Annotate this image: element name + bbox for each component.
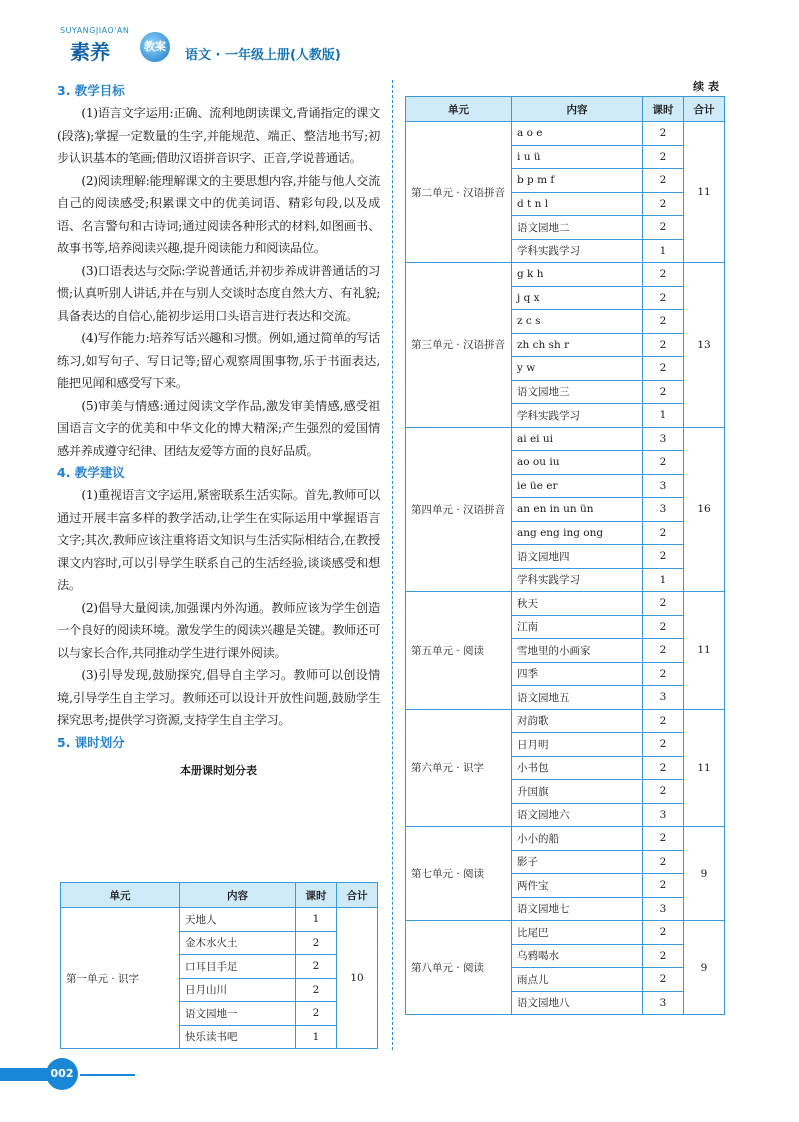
hours-cell: 2 [643, 333, 684, 357]
content-cell: 乌鸦喝水 [512, 944, 643, 968]
content-cell: ao ou iu [512, 451, 643, 475]
content-cell: 两件宝 [512, 874, 643, 898]
unit-cell: 第五单元 · 阅读 [406, 592, 512, 710]
table-row [406, 427, 725, 451]
footer-line [80, 1074, 135, 1076]
unit-cell: 第八单元 · 阅读 [406, 921, 512, 1015]
table-row [406, 592, 725, 616]
content-cell: j q x [512, 286, 643, 310]
total-cell: 11 [684, 709, 725, 827]
hours-cell: 2 [643, 850, 684, 874]
hours-cell: 1 [643, 404, 684, 428]
unit-cell: 第六单元 · 识字 [406, 709, 512, 827]
paragraph: (4)写作能力:培养写话兴趣和习惯。例如,通过简单的写话练习,如写句子、写日记等;留心观察周围事物,乐于书面表达,能把见闻和感受写下来。 [57, 331, 380, 390]
header-content: 内容 [512, 97, 643, 122]
content-cell: 语文园地一 [180, 1002, 296, 1026]
hours-cell: 2 [643, 357, 684, 381]
content-cell: 天地人 [180, 908, 296, 932]
content-cell: zh ch sh r [512, 333, 643, 357]
hours-cell: 2 [643, 756, 684, 780]
logo-badge: 教案 [140, 32, 170, 62]
hours-cell: 3 [643, 686, 684, 710]
hours-cell: 2 [296, 978, 337, 1002]
content-cell: g k h [512, 263, 643, 287]
hours-cell: 1 [296, 908, 337, 932]
hours-cell: 2 [643, 944, 684, 968]
content-cell: 语文园地六 [512, 803, 643, 827]
header-total: 合计 [684, 97, 725, 122]
logo [40, 22, 180, 72]
hours-cell: 2 [296, 931, 337, 955]
hours-cell: 3 [643, 897, 684, 921]
hours-cell: 2 [643, 592, 684, 616]
paragraph: (5)审美与情感:通过阅读文学作品,激发审美情感,感受祖国语言文字的优美和中华文化的博大精深;产生强烈的爱国情感并养成遵守纪律、团结友爱等方面的良好品质。 [57, 398, 380, 458]
content-cell: 雪地里的小画家 [512, 639, 643, 663]
unit-cell: 第一单元 · 识字 [61, 908, 180, 1049]
content-cell: 金木水火土 [180, 931, 296, 955]
hours-cell: 2 [643, 545, 684, 569]
content-cell: 小书包 [512, 756, 643, 780]
paragraph: (2)阅读理解:能理解课文的主要思想内容,并能与他人交流自己的阅读感受;积累课文中的优美词语、精彩句段,以及成语、名言警句和古诗词;通过阅读各种形式的材料,如图画书、故事书等,培养阅读兴趣,提升阅读能力和阅读品位。 [57, 173, 380, 255]
hours-cell: 2 [643, 521, 684, 545]
hours-cell: 2 [643, 169, 684, 193]
content-cell: 语文园地五 [512, 686, 643, 710]
content-cell: d t n l [512, 192, 643, 216]
content-cell: z c s [512, 310, 643, 334]
content-cell: an en in un ün [512, 498, 643, 522]
total-cell: 9 [684, 827, 725, 921]
table-row [406, 263, 725, 287]
content-cell: 秋天 [512, 592, 643, 616]
hours-cell: 3 [643, 474, 684, 498]
column-divider [392, 80, 393, 1050]
total-cell: 11 [684, 592, 725, 710]
hours-cell: 2 [643, 639, 684, 663]
content-cell: 语文园地二 [512, 216, 643, 240]
paragraph: (3)引导发现,鼓励探究,倡导自主学习。教师可以创设情境,引导学生自主学习。教师还可以设计开放性问题,鼓励学生探究思考;提供学习资源,支持学生自主学习。 [57, 668, 380, 727]
schedule-table-left-wrapper [60, 882, 378, 1049]
paragraph: (1)语言文字运用:正确、流利地朗读课文,背诵指定的课文(段落);掌握一定数量的生字,并能规范、端正、整洁地书写;初步认识基本的笔画;借助汉语拼音识字、正音,学说普通话。 [57, 106, 380, 165]
hours-cell: 2 [643, 615, 684, 639]
hours-cell: 2 [296, 1002, 337, 1026]
content-cell: 影子 [512, 850, 643, 874]
table-row [406, 709, 725, 733]
hours-cell: 1 [643, 239, 684, 263]
content-cell: 学科实践学习 [512, 239, 643, 263]
hours-cell: 3 [643, 498, 684, 522]
table-caption: 本册课时划分表 [180, 763, 257, 777]
content-cell: 学科实践学习 [512, 568, 643, 592]
content-cell: b p m f [512, 169, 643, 193]
left-column [57, 80, 380, 782]
hours-cell: 3 [643, 991, 684, 1015]
table-row [406, 921, 725, 945]
total-cell: 11 [684, 122, 725, 263]
content-cell: 语文园地三 [512, 380, 643, 404]
content-cell: a o e [512, 122, 643, 146]
content-cell: 快乐读书吧 [180, 1025, 296, 1049]
logo-text: 素养 [70, 40, 110, 64]
total-cell: 10 [337, 908, 378, 1049]
hours-cell: 2 [643, 733, 684, 757]
content-cell: 小小的船 [512, 827, 643, 851]
footer-bar [0, 1068, 52, 1081]
page-number: 002 [46, 1058, 78, 1090]
unit-cell: 第二单元 · 汉语拼音 [406, 122, 512, 263]
hours-cell: 2 [643, 827, 684, 851]
section-title-suggestions: 4. 教学建议 [57, 465, 125, 480]
header-hours: 课时 [296, 883, 337, 908]
hours-cell: 2 [296, 955, 337, 979]
book-title: 语文 · 一年级上册(人教版) [185, 48, 341, 63]
content-cell: 语文园地八 [512, 991, 643, 1015]
total-cell: 13 [684, 263, 725, 428]
table-row [406, 122, 725, 146]
hours-cell: 2 [643, 122, 684, 146]
paragraph: (3)口语表达与交际:学说普通话,并初步养成讲普通话的习惯;认真听别人讲话,并在与别人交谈时态度自然大方、有礼貌;具备表达的自信心,能初步运用口头语言进行表达和交流。 [57, 263, 380, 323]
hours-cell: 2 [643, 216, 684, 240]
content-cell: 对韵歌 [512, 709, 643, 733]
header-unit: 单元 [406, 97, 512, 122]
hours-cell: 2 [643, 921, 684, 945]
paragraph: (2)倡导大量阅读,加强课内外沟通。教师应该为学生创造一个良好的阅读环境。激发学生的阅读兴趣是关键。教师还可以与家长合作,共同推动学生进行课外阅读。 [57, 600, 380, 660]
content-cell: ai ei ui [512, 427, 643, 451]
content-cell: 雨点儿 [512, 968, 643, 992]
content-cell: y w [512, 357, 643, 381]
total-cell: 9 [684, 921, 725, 1015]
hours-cell: 2 [643, 874, 684, 898]
hours-cell: 2 [643, 968, 684, 992]
logo-pinyin: SUYANGJIAO'AN [60, 26, 130, 35]
paragraph: (1)重视语言文字运用,紧密联系生活实际。首先,教师可以通过开展丰富多样的教学活动,让学生在实际运用中掌握语言文字;其次,教师应该注重将语文知识与生活实际相结合,在教授课文内容时,可以引导学生联系自己的生活经验,谈谈感受和想法。 [57, 488, 380, 592]
header-unit: 单元 [61, 883, 180, 908]
page-header [0, 0, 799, 72]
table-row [406, 827, 725, 851]
hours-cell: 2 [643, 780, 684, 804]
total-cell: 16 [684, 427, 725, 592]
content-cell: 日月明 [512, 733, 643, 757]
hours-cell: 2 [643, 310, 684, 334]
hours-cell: 2 [643, 662, 684, 686]
content-cell: ang eng ing ong [512, 521, 643, 545]
schedule-table-right [405, 96, 725, 1015]
hours-cell: 3 [643, 427, 684, 451]
continued-label: 续 表 [693, 80, 719, 93]
content-cell: 四季 [512, 662, 643, 686]
content-cell: 比尾巴 [512, 921, 643, 945]
hours-cell: 2 [643, 263, 684, 287]
hours-cell: 3 [643, 803, 684, 827]
hours-cell: 2 [643, 286, 684, 310]
content-cell: 学科实践学习 [512, 404, 643, 428]
hours-cell: 2 [643, 145, 684, 169]
hours-cell: 1 [643, 568, 684, 592]
section-title-goals: 3. 教学目标 [57, 83, 125, 98]
content-cell: 口耳目手足 [180, 955, 296, 979]
hours-cell: 1 [296, 1025, 337, 1049]
unit-cell: 第三单元 · 汉语拼音 [406, 263, 512, 428]
header-content: 内容 [180, 883, 296, 908]
hours-cell: 2 [643, 380, 684, 404]
content-cell: ie üe er [512, 474, 643, 498]
page-footer [0, 1055, 799, 1095]
hours-cell: 2 [643, 709, 684, 733]
content-cell: 日月山川 [180, 978, 296, 1002]
unit-cell: 第四单元 · 汉语拼音 [406, 427, 512, 592]
schedule-table-right-wrapper [405, 78, 725, 1015]
header-hours: 课时 [643, 97, 684, 122]
table-row [61, 908, 378, 932]
content-cell: i u ü [512, 145, 643, 169]
content-cell: 江南 [512, 615, 643, 639]
schedule-table-left [60, 882, 378, 1049]
content-cell: 语文园地四 [512, 545, 643, 569]
header-total: 合计 [337, 883, 378, 908]
hours-cell: 2 [643, 451, 684, 475]
content-cell: 语文园地七 [512, 897, 643, 921]
hours-cell: 2 [643, 192, 684, 216]
content-cell: 升国旗 [512, 780, 643, 804]
unit-cell: 第七单元 · 阅读 [406, 827, 512, 921]
section-title-schedule: 5. 课时划分 [57, 734, 125, 750]
